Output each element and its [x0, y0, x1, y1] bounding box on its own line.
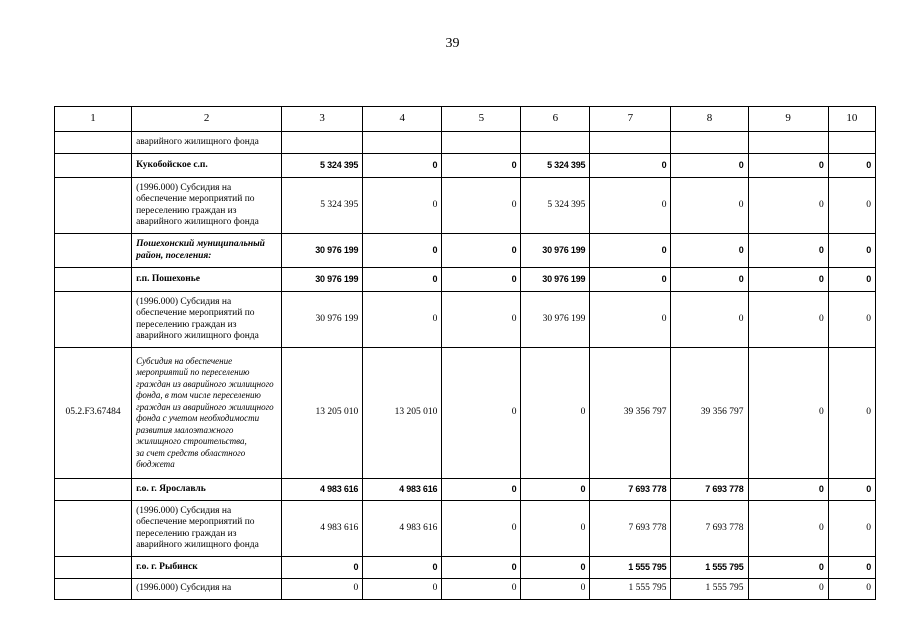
- value-cell: 0: [828, 557, 875, 579]
- value-cell: 5 324 395: [521, 178, 590, 234]
- value-cell: 0: [442, 501, 521, 557]
- value-cell: 13 205 010: [363, 348, 442, 479]
- row-description: [132, 348, 282, 479]
- table-row: [55, 557, 876, 579]
- value-cell: 0: [748, 154, 828, 178]
- description-line: бюджета: [136, 459, 175, 469]
- value-cell: 0: [828, 348, 875, 479]
- value-cell: 0: [671, 234, 748, 268]
- table-body: [55, 132, 876, 600]
- description-line: за счет средств областного: [136, 447, 246, 458]
- value-cell: 0: [442, 557, 521, 579]
- row-description: [132, 292, 282, 348]
- value-cell: 0: [442, 154, 521, 178]
- column-header: 8: [671, 107, 748, 132]
- value-cell: 0: [363, 178, 442, 234]
- table-row: [55, 501, 876, 557]
- value-cell: 0: [363, 579, 442, 600]
- description-line: развития малоэтажного: [136, 424, 234, 435]
- value-cell: 0: [590, 178, 671, 234]
- value-cell: 39 356 797: [590, 348, 671, 479]
- value-cell: 0: [748, 268, 828, 292]
- value-cell: 4 983 616: [363, 501, 442, 557]
- column-header: 1: [55, 107, 132, 132]
- value-cell: 0: [748, 178, 828, 234]
- value-cell: 4 983 616: [282, 479, 363, 501]
- value-cell: 1 555 795: [671, 579, 748, 600]
- description-line: аварийного жилищного фонда: [136, 540, 259, 550]
- value-cell: 0: [521, 348, 590, 479]
- value-cell: 30 976 199: [521, 268, 590, 292]
- page-number: 39: [445, 36, 460, 51]
- value-cell: 0: [748, 234, 828, 268]
- value-cell: 13 205 010: [282, 348, 363, 479]
- value-cell: 7 693 778: [590, 479, 671, 501]
- description-line: аварийного жилищного фонда: [136, 136, 259, 147]
- value-cell: 0: [748, 501, 828, 557]
- value-cell: [748, 132, 828, 154]
- value-cell: 0: [671, 178, 748, 234]
- description-line: переселению граждан из: [136, 528, 237, 539]
- table-row: [55, 234, 876, 268]
- value-cell: 0: [671, 268, 748, 292]
- column-header: 2: [132, 107, 282, 132]
- value-cell: 30 976 199: [282, 268, 363, 292]
- value-cell: 0: [363, 154, 442, 178]
- row-description: [132, 234, 282, 268]
- description-line: (1996.000) Субсидия на: [136, 296, 232, 307]
- value-cell: 0: [363, 292, 442, 348]
- row-code: [55, 579, 132, 600]
- row-code: [55, 234, 132, 268]
- value-cell: 0: [442, 268, 521, 292]
- column-header: 10: [828, 107, 875, 132]
- description-line: г.о. г. Ярославль: [136, 483, 206, 494]
- value-cell: 5 324 395: [282, 154, 363, 178]
- description-line: жилищного строительства,: [136, 436, 247, 446]
- table-row: [55, 348, 876, 479]
- value-cell: 0: [828, 579, 875, 600]
- value-cell: 0: [828, 154, 875, 178]
- value-cell: 0: [521, 501, 590, 557]
- value-cell: 7 693 778: [671, 501, 748, 557]
- row-code: [55, 132, 132, 154]
- description-line: переселению граждан из: [136, 319, 237, 330]
- row-code: [55, 292, 132, 348]
- description-line: Пошехонский муниципальный: [136, 239, 265, 249]
- row-description: [132, 557, 282, 579]
- table-row: [55, 479, 876, 501]
- row-code: [55, 154, 132, 178]
- description-line: граждан из аварийного жилищного: [136, 401, 274, 412]
- value-cell: 0: [671, 154, 748, 178]
- description-line: граждан из аварийного жилищного: [136, 378, 274, 389]
- value-cell: 0: [828, 178, 875, 234]
- value-cell: [590, 132, 671, 154]
- row-description: [132, 132, 282, 154]
- table-row: [55, 178, 876, 234]
- value-cell: 1 555 795: [590, 557, 671, 579]
- column-header: 9: [748, 107, 828, 132]
- description-line: район, поселения:: [136, 250, 212, 261]
- row-description: [132, 268, 282, 292]
- value-cell: 0: [590, 292, 671, 348]
- value-cell: 30 976 199: [521, 234, 590, 268]
- description-line: Субсидия на обеспечение: [136, 355, 233, 366]
- value-cell: 30 976 199: [282, 292, 363, 348]
- description-line: аварийного жилищного фонда: [136, 217, 259, 227]
- row-code: [55, 479, 132, 501]
- value-cell: 0: [748, 579, 828, 600]
- row-code: [55, 501, 132, 557]
- value-cell: 0: [828, 268, 875, 292]
- column-header: 3: [282, 107, 363, 132]
- value-cell: [282, 132, 363, 154]
- value-cell: 30 976 199: [282, 234, 363, 268]
- table-row: [55, 268, 876, 292]
- value-cell: 0: [748, 479, 828, 501]
- value-cell: 0: [442, 234, 521, 268]
- value-cell: 0: [590, 154, 671, 178]
- value-cell: 0: [828, 234, 875, 268]
- column-header: 4: [363, 107, 442, 132]
- value-cell: 0: [590, 234, 671, 268]
- value-cell: 0: [363, 234, 442, 268]
- value-cell: 0: [363, 268, 442, 292]
- value-cell: 0: [282, 579, 363, 600]
- description-line: аварийного жилищного фонда: [136, 331, 259, 341]
- value-cell: 7 693 778: [590, 501, 671, 557]
- row-code: [55, 178, 132, 234]
- value-cell: 1 555 795: [671, 557, 748, 579]
- description-line: г.о. г. Рыбинск: [136, 561, 198, 572]
- value-cell: 1 555 795: [590, 579, 671, 600]
- value-cell: 0: [590, 268, 671, 292]
- value-cell: [442, 132, 521, 154]
- value-cell: 0: [442, 178, 521, 234]
- value-cell: [828, 132, 875, 154]
- value-cell: 0: [671, 292, 748, 348]
- column-header: 6: [521, 107, 590, 132]
- table-row: [55, 292, 876, 348]
- value-cell: 0: [828, 501, 875, 557]
- value-cell: 5 324 395: [282, 178, 363, 234]
- value-cell: 39 356 797: [671, 348, 748, 479]
- value-cell: 0: [828, 292, 875, 348]
- row-description: [132, 479, 282, 501]
- description-line: обеспечение мероприятий по: [136, 517, 255, 527]
- description-line: (1996.000) Субсидия на: [136, 583, 232, 594]
- table-row: [55, 132, 876, 154]
- value-cell: 0: [442, 579, 521, 600]
- value-cell: 0: [442, 348, 521, 479]
- value-cell: 4 983 616: [363, 479, 442, 501]
- value-cell: 30 976 199: [521, 292, 590, 348]
- row-description: [132, 579, 282, 600]
- value-cell: 0: [282, 557, 363, 579]
- description-line: (1996.000) Субсидия на: [136, 182, 232, 193]
- value-cell: 5 324 395: [521, 154, 590, 178]
- description-line: фонда, в том числе переселению: [136, 390, 261, 400]
- row-code: 05.2.F3.67484: [55, 348, 132, 479]
- value-cell: 0: [828, 479, 875, 501]
- value-cell: 0: [442, 479, 521, 501]
- description-line: (1996.000) Субсидия на: [136, 505, 232, 516]
- value-cell: 0: [363, 557, 442, 579]
- budget-table: [54, 106, 876, 600]
- row-description: [132, 178, 282, 234]
- description-line: обеспечение мероприятий по: [136, 194, 255, 204]
- value-cell: [671, 132, 748, 154]
- value-cell: 7 693 778: [671, 479, 748, 501]
- row-code: [55, 557, 132, 579]
- column-header: 5: [442, 107, 521, 132]
- description-line: переселению граждан из: [136, 205, 237, 216]
- table-row: [55, 579, 876, 600]
- row-description: [132, 154, 282, 178]
- description-line: фонда с учетом необходимости: [136, 413, 260, 423]
- table-row: [55, 154, 876, 178]
- value-cell: 0: [442, 292, 521, 348]
- value-cell: 0: [521, 579, 590, 600]
- value-cell: [363, 132, 442, 154]
- row-description: [132, 501, 282, 557]
- description-line: мероприятий по переселению: [136, 367, 250, 377]
- value-cell: 0: [748, 348, 828, 479]
- description-line: г.п. Пошехонье: [136, 273, 200, 284]
- column-header: 7: [590, 107, 671, 132]
- value-cell: 4 983 616: [282, 501, 363, 557]
- description-line: обеспечение мероприятий по: [136, 308, 255, 318]
- value-cell: 0: [521, 479, 590, 501]
- value-cell: 0: [521, 557, 590, 579]
- value-cell: [521, 132, 590, 154]
- value-cell: 0: [748, 557, 828, 579]
- description-line: Кукобойское с.п.: [136, 159, 208, 170]
- row-code: [55, 268, 132, 292]
- table-header-row: [55, 107, 876, 132]
- value-cell: 0: [748, 292, 828, 348]
